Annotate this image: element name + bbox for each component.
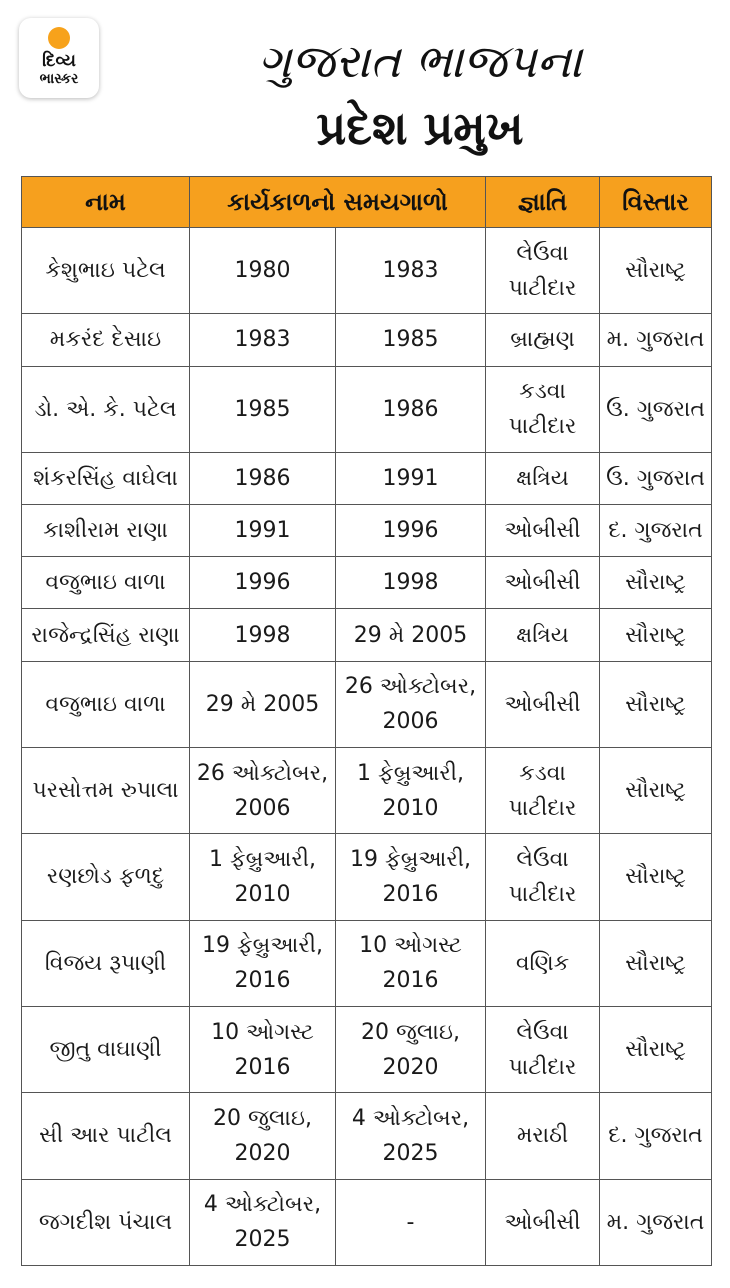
table-row — [22, 1006, 712, 1092]
tenure-end-cell: 4 ઓક્ટોબર, 2025 — [336, 1093, 486, 1179]
name-cell: શંકરસિંહ વાઘેલા — [22, 452, 190, 504]
header-tenure: કાર્યકાળનો સમયગાળો — [190, 177, 486, 228]
name-cell: વજુભાઇ વાળા — [22, 557, 190, 609]
tenure-start-cell: 1986 — [190, 452, 336, 504]
region-cell: મ. ગુજરાત — [600, 1179, 712, 1265]
tenure-end-cell: 1985 — [336, 314, 486, 366]
region-cell: સૌરાષ્ટ્ર — [600, 1006, 712, 1092]
name-cell: મકરંદ દેસાઇ — [22, 314, 190, 366]
tenure-end-cell: 10 ઓગસ્ટ 2016 — [336, 920, 486, 1006]
table-row — [22, 228, 712, 314]
name-cell: પરસોત્તમ રુપાલા — [22, 747, 190, 833]
tenure-start-cell: 20 જુલાઇ, 2020 — [190, 1093, 336, 1179]
tenure-end-cell: 1986 — [336, 366, 486, 452]
caste-cell: લેઉવા પાટીદાર — [486, 1006, 600, 1092]
name-cell: વજુભાઇ વાળા — [22, 661, 190, 747]
caste-cell: કડવા પાટીદાર — [486, 747, 600, 833]
page-title-line-2: પ્રદેશ પ્રમુખ — [316, 101, 524, 155]
region-cell: સૌરાષ્ટ્ર — [600, 920, 712, 1006]
tenure-end-cell: 1983 — [336, 228, 486, 314]
logo-line-2: ભાસ્કર — [39, 71, 79, 87]
header-caste: જ્ઞાતિ — [486, 177, 600, 228]
caste-cell: ઓબીસી — [486, 661, 600, 747]
name-cell: કેશુભાઇ પટેલ — [22, 228, 190, 314]
region-cell: મ. ગુજરાત — [600, 314, 712, 366]
tenure-start-cell: 19 ફેબ્રુઆરી, 2016 — [190, 920, 336, 1006]
table-row — [22, 1179, 712, 1265]
sun-icon — [48, 27, 70, 49]
header-name: નામ — [22, 177, 190, 228]
caste-cell: લેઉવા પાટીદાર — [486, 834, 600, 920]
name-cell: જીતુ વાઘાણી — [22, 1006, 190, 1092]
tenure-end-cell: 1991 — [336, 452, 486, 504]
caste-cell: ઓબીસી — [486, 557, 600, 609]
name-cell: કાશીરામ રાણા — [22, 505, 190, 557]
logo-line-1: દિવ્ય — [42, 51, 76, 71]
caste-cell: વણિક — [486, 920, 600, 1006]
table-row — [22, 314, 712, 366]
table-row — [22, 557, 712, 609]
region-cell: સૌરાષ્ટ્ર — [600, 834, 712, 920]
table-header-row — [22, 177, 712, 228]
name-cell: જગદીશ પંચાલ — [22, 1179, 190, 1265]
tenure-start-cell: 26 ઓક્ટોબર, 2006 — [190, 747, 336, 833]
tenure-end-cell: 29 મે 2005 — [336, 609, 486, 661]
table-row — [22, 834, 712, 920]
tenure-end-cell: 26 ઓક્ટોબર, 2006 — [336, 661, 486, 747]
region-cell: સૌરાષ્ટ્ર — [600, 228, 712, 314]
header-region: વિસ્તાર — [600, 177, 712, 228]
tenure-end-cell: 1998 — [336, 557, 486, 609]
region-cell: ઉ. ગુજરાત — [600, 366, 712, 452]
tenure-end-cell: 1 ફેબ્રુઆરી, 2010 — [336, 747, 486, 833]
table-row — [22, 609, 712, 661]
table-row — [22, 747, 712, 833]
name-cell: રાજેન્દ્રસિંહ રાણા — [22, 609, 190, 661]
table-row — [22, 1093, 712, 1179]
tenure-end-cell: 19 ફેબ્રુઆરી, 2016 — [336, 834, 486, 920]
caste-cell: બ્રાહ્મણ — [486, 314, 600, 366]
tenure-start-cell: 1998 — [190, 609, 336, 661]
region-cell: સૌરાષ્ટ્ર — [600, 661, 712, 747]
name-cell: વિજય રૂપાણી — [22, 920, 190, 1006]
caste-cell: મરાઠી — [486, 1093, 600, 1179]
caste-cell: ઓબીસી — [486, 505, 600, 557]
table-row — [22, 505, 712, 557]
name-cell: સી આર પાટીલ — [22, 1093, 190, 1179]
name-cell: રણછોડ ફળદુ — [22, 834, 190, 920]
table-row — [22, 920, 712, 1006]
tenure-start-cell: 1983 — [190, 314, 336, 366]
tenure-start-cell: 10 ઓગસ્ટ 2016 — [190, 1006, 336, 1092]
region-cell: દ. ગુજરાત — [600, 1093, 712, 1179]
tenure-start-cell: 1991 — [190, 505, 336, 557]
caste-cell: ક્ષત્રિય — [486, 452, 600, 504]
table-row — [22, 366, 712, 452]
region-cell: સૌરાષ્ટ્ર — [600, 609, 712, 661]
name-cell: ડો. એ. કે. પટેલ — [22, 366, 190, 452]
tenure-start-cell: 29 મે 2005 — [190, 661, 336, 747]
region-cell: દ. ગુજરાત — [600, 505, 712, 557]
caste-cell: ઓબીસી — [486, 1179, 600, 1265]
tenure-end-cell: 20 જુલાઇ, 2020 — [336, 1006, 486, 1092]
caste-cell: ક્ષત્રિય — [486, 609, 600, 661]
tenure-start-cell: 1996 — [190, 557, 336, 609]
page-title-line-1: ગુજરાત ભાજપના — [257, 34, 583, 88]
tenure-start-cell: 1985 — [190, 366, 336, 452]
tenure-start-cell: 1 ફેબ્રુઆરી, 2010 — [190, 834, 336, 920]
region-cell: ઉ. ગુજરાત — [600, 452, 712, 504]
divya-bhaskar-logo — [19, 18, 99, 98]
tenure-start-cell: 1980 — [190, 228, 336, 314]
region-cell: સૌરાષ્ટ્ર — [600, 557, 712, 609]
table-row — [22, 661, 712, 747]
table-row — [22, 452, 712, 504]
tenure-end-cell: 1996 — [336, 505, 486, 557]
tenure-end-cell: - — [336, 1179, 486, 1265]
table-body — [22, 228, 712, 1266]
presidents-table — [21, 176, 712, 1266]
region-cell: સૌરાષ્ટ્ર — [600, 747, 712, 833]
caste-cell: લેઉવા પાટીદાર — [486, 228, 600, 314]
caste-cell: કડવા પાટીદાર — [486, 366, 600, 452]
tenure-start-cell: 4 ઓક્ટોબર, 2025 — [190, 1179, 336, 1265]
